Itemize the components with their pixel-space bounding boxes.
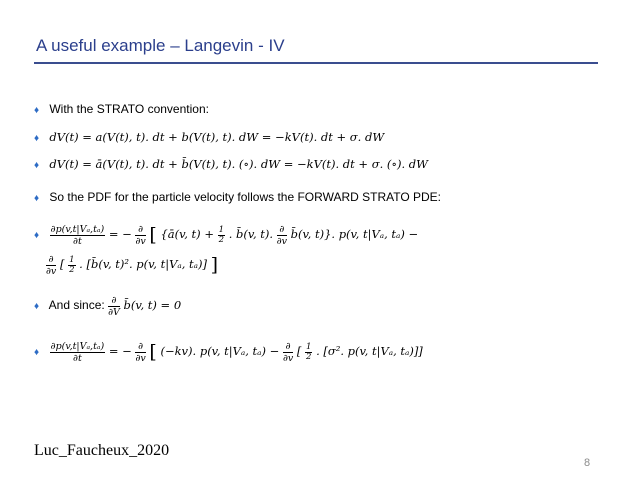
fraction-half: $\frac{1}{2}$	[69, 254, 75, 275]
diamond-bullet-icon: ♦	[34, 193, 40, 204]
bullet-5: ♦ $\frac{\text{∂p(v,t|Vₐ,tₐ)}}{\partial t}$ = − $\frac{\partial}{\partial v}$ [ {ā(v, t) + $\frac{1}{2}$ . b̄(v, t). $\frac{\partial}{\partial v}$ b̄(v, t)}. p(v, t|Vₐ, tₐ) −	[34, 223, 419, 247]
bullet-3	[34, 157, 428, 173]
fraction-d-dV: $\frac{\partial}{\partial V}$	[108, 294, 120, 318]
bullet-7: ♦ $\frac{\text{∂p(v,t|Vₐ,tₐ)}}{\partial t}$ = − $\frac{\partial}{\partial v}$ [ (−kv). p(v, t|Vₐ, tₐ) − $\frac{\partial}{\partial v}$ [ $\frac{1}{2}$ . [σ². p(v, t|Vₐ, tₐ)]]	[34, 340, 423, 364]
bullet-1	[34, 102, 209, 118]
fraction-half: $\frac{1}{2}$	[218, 224, 225, 245]
title-underline	[34, 62, 598, 64]
diamond-bullet-icon: ♦	[34, 347, 40, 358]
fraction-dp-dt: $\frac{\text{∂p(v,t|Vₐ,tₐ)}}{\partial t}$	[50, 223, 105, 247]
bullet-text: So the PDF for the particle velocity follows the FORWARD STRATO PDE:	[49, 190, 442, 204]
equation-ito-sde: dV(t) = a(V(t), t). dt + b(V(t), t). dW = −kV(t). dt + σ. dW	[49, 130, 385, 144]
fraction-d-dv: $\frac{\partial}{\partial v}$	[276, 223, 288, 247]
fraction-d-dv: $\frac{\partial}{\partial v}$	[135, 223, 146, 247]
right-bracket: ]	[210, 254, 219, 276]
diamond-bullet-icon: ♦	[34, 105, 40, 116]
left-bracket: [	[149, 341, 157, 363]
bullet-2	[34, 130, 384, 146]
fraction-d-dv: $\frac{\partial}{\partial v}$	[135, 340, 146, 364]
diamond-bullet-icon: ♦	[34, 133, 40, 144]
diamond-bullet-icon: ♦	[34, 301, 40, 312]
fraction-d-dv: $\frac{\partial}{\partial v}$	[46, 253, 57, 277]
bullet-6: ♦ And since: $\frac{\partial}{\partial V}$ b̄(v, t) = 0	[34, 294, 182, 318]
fraction-half: $\frac{1}{2}$	[306, 341, 312, 362]
equation-strato-sde: dV(t) = ā(V(t), t). dt + b̄(V(t), t). (∘). dW = −kV(t). dt + σ. (∘). dW	[49, 157, 428, 171]
bullet-text: With the STRATO convention:	[49, 102, 209, 116]
bullet-4	[34, 190, 441, 206]
page-number: 8	[584, 457, 591, 469]
slide-title: A useful example – Langevin - IV	[36, 36, 285, 55]
bullet-5-continuation: $\frac{\partial}{\partial v}$ [ $\frac{1}{2}$ . [b̄(v, t)². p(v, t|Vₐ, tₐ)] ]	[46, 253, 219, 277]
diamond-bullet-icon: ♦	[34, 230, 40, 241]
left-bracket: [	[149, 224, 157, 246]
fraction-dp-dt: $\frac{\text{∂p(v,t|Vₐ,tₐ)}}{\partial t}$	[50, 340, 105, 364]
author-footer: Luc_Faucheux_2020	[34, 442, 170, 459]
diamond-bullet-icon: ♦	[34, 160, 40, 171]
fraction-d-dv: $\frac{\partial}{\partial v}$	[282, 340, 294, 364]
